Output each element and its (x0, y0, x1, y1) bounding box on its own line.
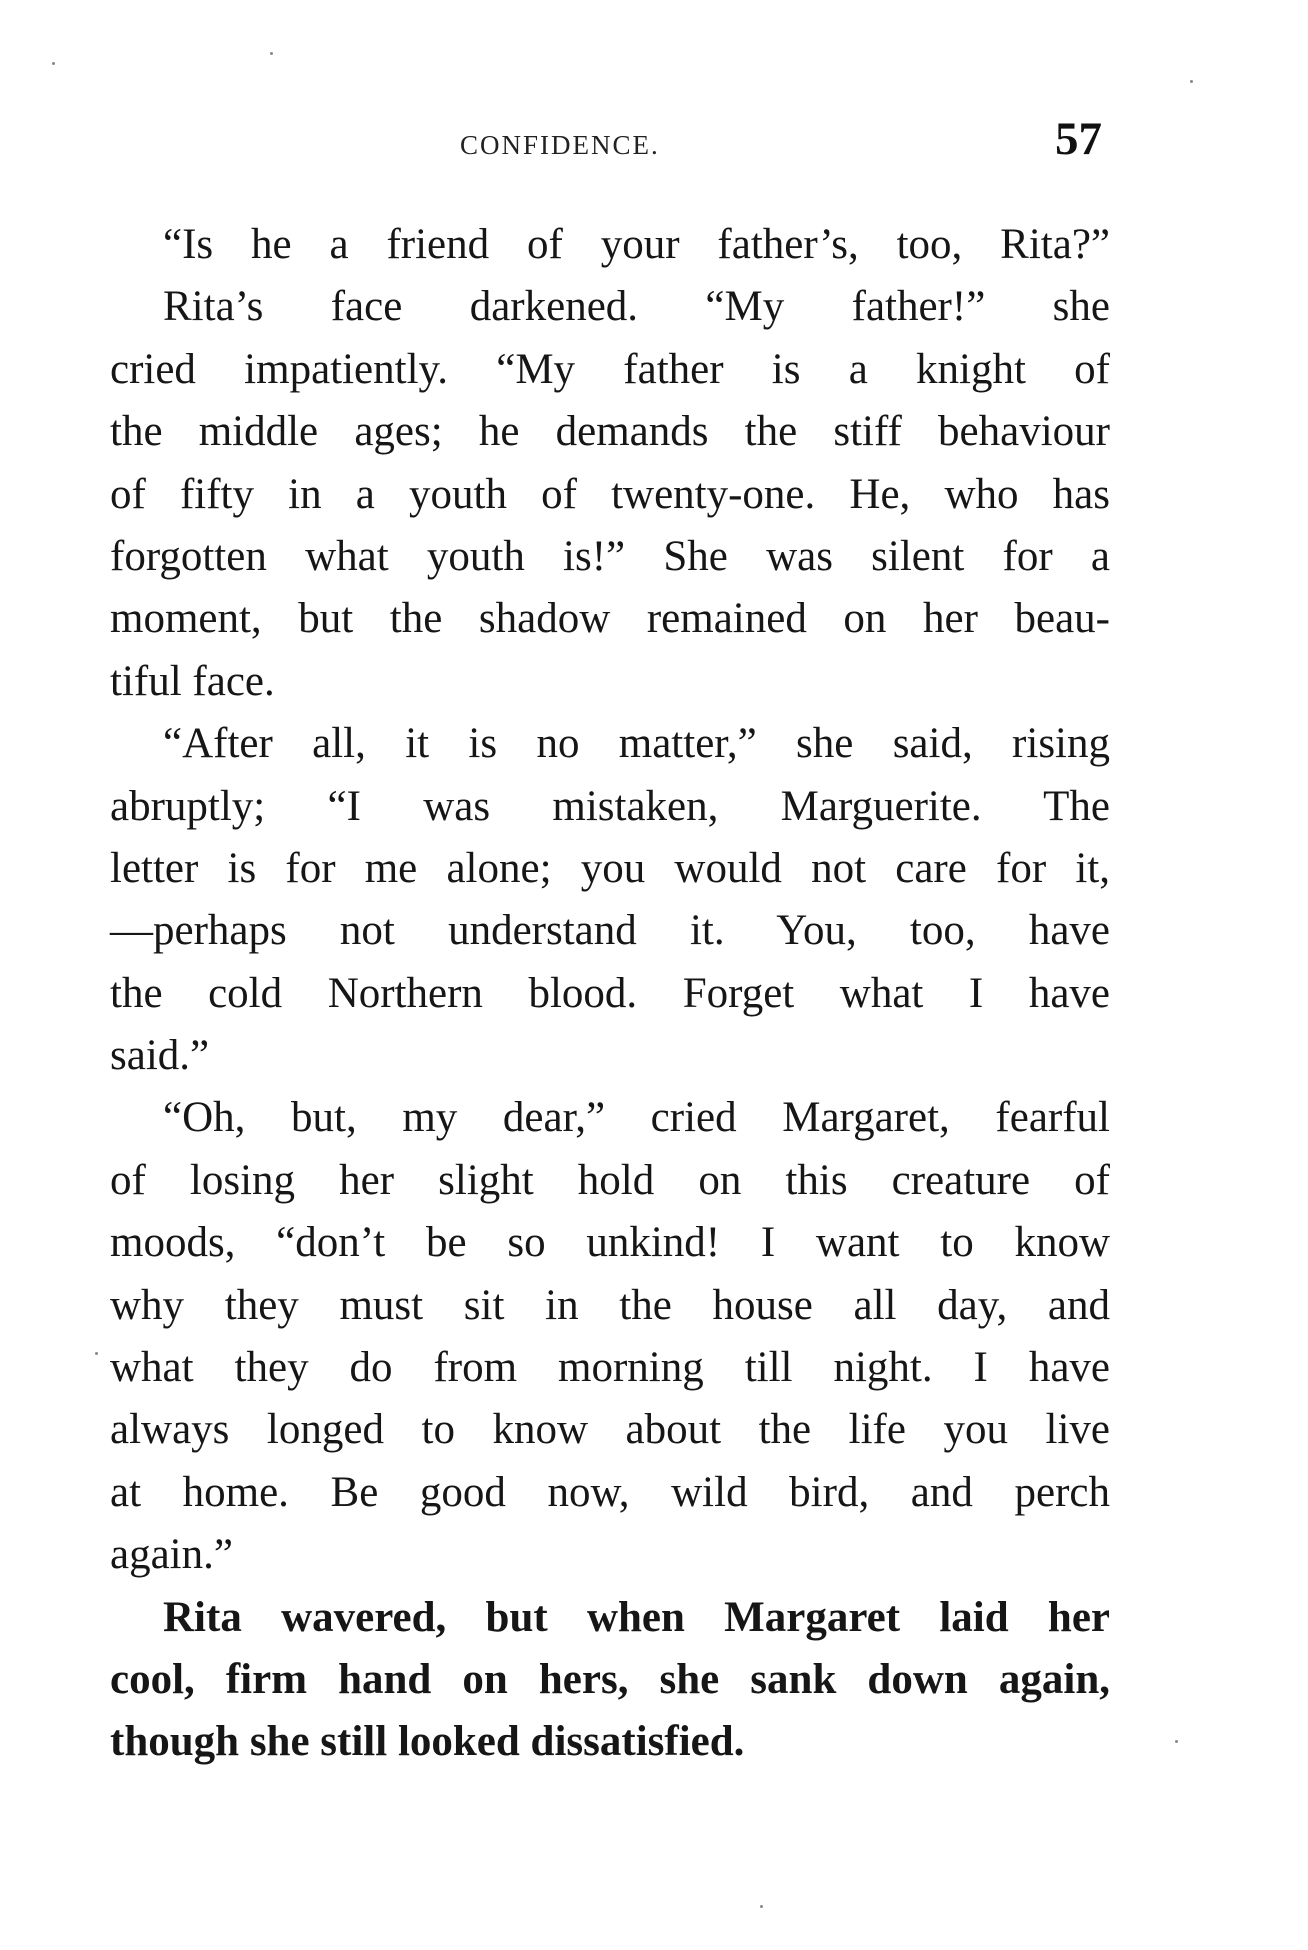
text-line: “After all, it is no matter,” she said, rising (163, 720, 1110, 768)
body-text (110, 214, 1110, 1774)
text-line: —perhaps not understand it. You, too, have (110, 907, 1110, 955)
text-line: letter is for me alone; you would not care for it, (110, 844, 1110, 892)
text-line: what they do from morning till night. I have (110, 1344, 1110, 1392)
text-line: always longed to know about the life you live (110, 1406, 1110, 1454)
text-line: of fifty in a youth of twenty-one. He, who has (110, 470, 1110, 518)
paper-speck (1190, 80, 1193, 83)
text-line: at home. Be good now, wild bird, and perch (110, 1468, 1110, 1516)
text-line: said.” (110, 1032, 210, 1080)
running-title: CONFIDENCE. (460, 130, 660, 160)
text-line: moods, “don’t be so unkind! I want to know (110, 1219, 1110, 1267)
text-line: “Oh, but, my dear,” cried Margaret, fearful (163, 1094, 1110, 1142)
paper-speck (270, 52, 273, 55)
text-line: cool, firm hand on hers, she sank down again, (110, 1655, 1110, 1703)
text-line: “Is he a friend of your father’s, too, Rita?” (163, 221, 1110, 268)
text-line: cried impatiently. “My father is a knight of (110, 345, 1110, 393)
text-line: Rita wavered, but when Margaret laid her (163, 1593, 1110, 1641)
text-line: moment, but the shadow remained on her beau- (110, 595, 1110, 643)
paper-speck (95, 1352, 98, 1355)
text-line: Rita’s face darkened. “My father!” she (163, 283, 1110, 331)
text-line: forgotten what youth is!” She was silent for a (110, 532, 1110, 580)
text-line: tiful face. (110, 657, 275, 705)
text-line: abruptly; “I was mistaken, Marguerite. The (110, 782, 1110, 830)
text-line: the cold Northern blood. Forget what I have (110, 969, 1110, 1017)
paper-speck (760, 1905, 763, 1908)
text-line: why they must sit in the house all day, and (110, 1281, 1110, 1329)
text-line: of losing her slight hold on this creature of (110, 1156, 1110, 1204)
text-line: though she still looked dissatisfied. (110, 1718, 745, 1766)
paper-speck (52, 62, 55, 65)
page-number: 57 (1055, 113, 1102, 165)
text-line: again.” (110, 1531, 233, 1579)
text-line: the middle ages; he demands the stiff behaviour (110, 408, 1110, 456)
paper-speck (1175, 1740, 1178, 1743)
